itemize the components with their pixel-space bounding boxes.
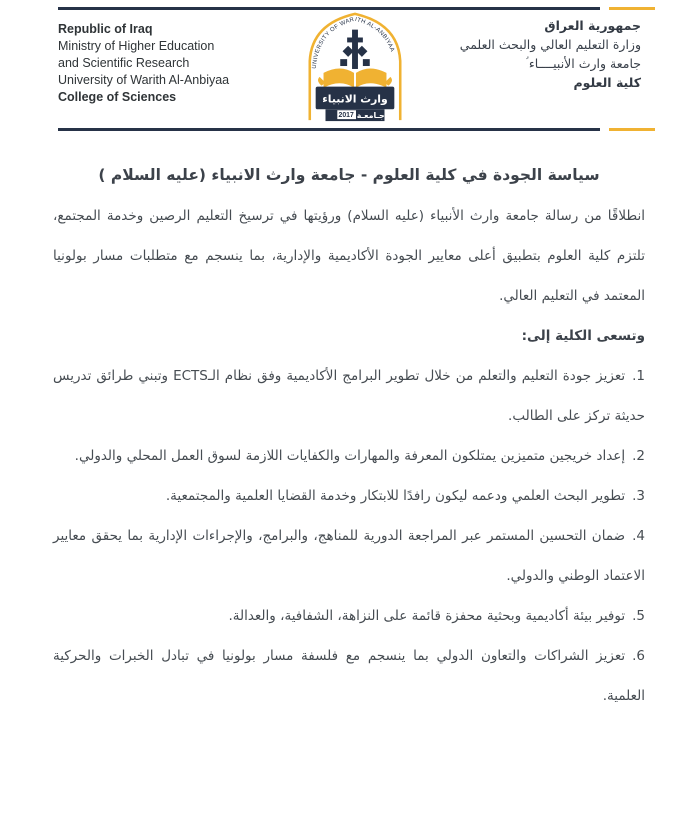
goal-number-2: 2. — [632, 448, 645, 464]
logo-open-book — [318, 68, 392, 87]
english-college: College of Sciences — [58, 90, 177, 104]
logo-name-arabic: وارث الانبياء — [322, 92, 388, 106]
goal-number-6: 6. — [632, 648, 645, 664]
goals-list — [53, 356, 645, 716]
bottom-rule-navy-segment — [58, 128, 600, 131]
english-ministry-line2: and Scientific Research — [58, 56, 190, 70]
logo-arc-text: UNIVERSITY OF WARITH AL-ANBIYAA — [311, 16, 395, 70]
english-ministry-line1: Ministry of Higher Education — [58, 39, 215, 53]
arabic-country: جمهورية العراق — [544, 18, 641, 33]
document-body — [0, 162, 698, 716]
english-header-block — [58, 21, 229, 106]
goals-heading: وتسعى الكلية إلى: — [521, 328, 645, 344]
goal-item-2 — [53, 436, 645, 476]
arabic-header-block — [460, 16, 641, 92]
goal-number-1: 1. — [632, 368, 645, 384]
arabic-college: كلية العلوم — [573, 75, 641, 90]
goal-text-1: تعزيز جودة التعليم والتعلم من خلال تطوير البرامج الأكاديمية وفق نظام الـECTS وتبني طرائق تدريس حديثة تركز على الطالب. — [53, 368, 645, 424]
goal-item-4 — [53, 516, 645, 596]
goal-text-3: تطوير البحث العلمي ودعمه ليكون رافدًا للابتكار وخدمة القضايا العلمية والمجتمعية. — [165, 488, 626, 504]
goal-text-2: إعداد خريجين متميزين يمتلكون المعرفة والمهارات والكفايات اللازمة لسوق العمل المحلي والدولي. — [74, 448, 626, 464]
goal-number-4: 4. — [632, 528, 645, 544]
logo-year: 2017 — [338, 112, 354, 120]
english-university: University of Warith Al-Anbiyaa — [58, 73, 230, 87]
letterhead — [0, 0, 698, 142]
document-title: سياسة الجودة في كلية العلوم - جامعة وارث الانبياء (عليه السلام ) — [98, 166, 600, 184]
bottom-rule — [58, 128, 655, 131]
goal-item-5 — [53, 596, 645, 636]
arabic-ministry: وزارة التعليم العالي والبحث العلمي — [459, 37, 641, 52]
logo-word-bottom: جـامعـة — [356, 111, 385, 121]
university-logo — [296, 8, 414, 126]
goal-item-3 — [53, 476, 645, 516]
top-rule-gold-segment — [609, 7, 655, 10]
goal-number-5: 5. — [632, 608, 645, 624]
arabic-university: جامعة وارث الأنبيــــاء ؑ — [525, 56, 641, 71]
bottom-rule-gold-segment — [609, 128, 655, 131]
goal-number-3: 3. — [632, 488, 645, 504]
goal-text-6: تعزيز الشراكات والتعاون الدولي بما ينسجم مع فلسفة مسار بولونيا في تبادل الخبرات والحركية العلمية. — [53, 648, 645, 704]
goal-text-4: ضمان التحسين المستمر عبر المراجعة الدورية للمناهج، والبرامج، والإجراءات الإدارية بما يحقق معايير الاعتماد الوطني والدولي. — [53, 528, 645, 584]
goal-item-6 — [53, 636, 645, 716]
intro-paragraph: انطلاقًا من رسالة جامعة وارث الأنبياء (عليه السلام) ورؤيتها في ترسيخ التعليم الرصين وخدمة المجتمع، تلتزم كلية العلوم بتطبيق أعلى معايير الجودة الأكاديمية والإدارية، بما ينسجم مع متطلبات مسار بولونيا المعتمد في التعليم العالي. — [53, 208, 645, 304]
goal-item-1 — [53, 356, 645, 436]
goal-text-5: توفير بيئة أكاديمية وبحثية محفزة قائمة على النزاهة، الشفافية، والعدالة. — [228, 608, 626, 624]
logo-minaret-motif — [340, 30, 370, 69]
english-country: Republic of Iraq — [58, 22, 153, 36]
